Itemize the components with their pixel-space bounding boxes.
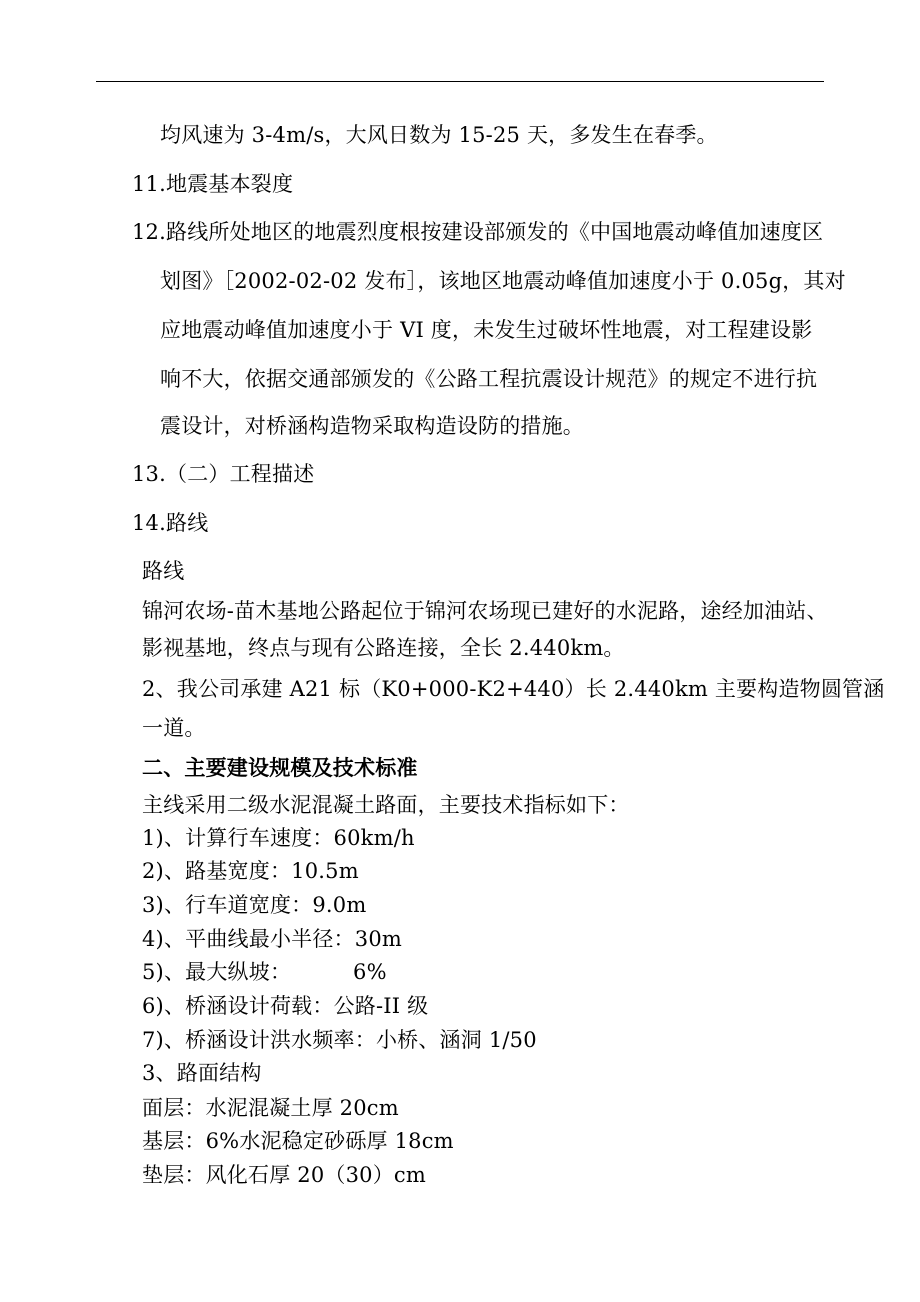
spec-carriageway-width: 3)、行车道宽度：9.0m	[142, 893, 367, 917]
pavement-surface-layer: 面层：水泥混凝土厚 20cm	[142, 1096, 399, 1120]
paragraph-contract-line-1: 2、我公司承建 A21 标（K0+000-K2+440）长 2.440km 主要构造物圆管涵	[142, 677, 885, 701]
paragraph-route-line-1: 锦河农场-苗木基地公路起位于锦河农场现已建好的水泥路，途经加油站、	[142, 599, 828, 623]
section-heading-scale-standards: 二、主要建设规模及技术标准	[142, 755, 418, 780]
spec-min-curve-radius: 4)、平曲线最小半径：30m	[142, 927, 402, 951]
paragraph-12-line-2: 划图》［2002-02-02 发布］，该地区地震动峰值加速度小于 0.05g，其对	[160, 269, 846, 293]
paragraph-route-line-2: 影视基地，终点与现有公路连接，全长 2.440km。	[142, 636, 625, 660]
heading-11-seismic-intensity: 11.地震基本裂度	[132, 172, 294, 196]
heading-13-project-description: 13.（二）工程描述	[132, 462, 315, 486]
paragraph-12-line-4: 响不大，依据交通部颁发的《公路工程抗震设计规范》的规定不进行抗	[160, 367, 818, 391]
spec-flood-frequency: 7)、桥涵设计洪水频率：小桥、涵洞 1/50	[142, 1028, 537, 1052]
pavement-base-layer: 基层：6%水泥稳定砂砾厚 18cm	[142, 1129, 454, 1153]
spec-bridge-load: 6)、桥涵设计荷载：公路-II 级	[142, 994, 429, 1018]
pavement-cushion-layer: 垫层：风化石厚 20（30）cm	[142, 1163, 426, 1187]
heading-pavement-structure: 3、路面结构	[142, 1061, 262, 1085]
paragraph-main-line-intro: 主线采用二级水泥混凝土路面，主要技术指标如下：	[142, 793, 630, 817]
paragraph-12-line-3: 应地震动峰值加速度小于 VI 度，未发生过破坏性地震，对工程建设影	[160, 318, 813, 342]
spec-subgrade-width: 2)、路基宽度：10.5m	[142, 859, 359, 883]
paragraph-contract-line-2: 一道。	[142, 716, 206, 740]
header-rule	[96, 81, 824, 82]
spec-max-grade: 5)、最大纵坡： 6%	[142, 960, 387, 984]
paragraph-12-line-1: 12.路线所处地区的地震烈度根按建设部颁发的《中国地震动峰值加速度区	[132, 220, 824, 244]
paragraph-wind-speed: 均风速为 3-4m/s，大风日数为 15-25 天，多发生在春季。	[160, 123, 718, 147]
subheading-route: 路线	[142, 559, 185, 583]
spec-design-speed: 1)、计算行车速度：60km/h	[142, 826, 415, 850]
paragraph-12-line-5: 震设计，对桥涵构造物采取构造设防的措施。	[160, 414, 584, 438]
heading-14-route: 14.路线	[132, 511, 209, 535]
